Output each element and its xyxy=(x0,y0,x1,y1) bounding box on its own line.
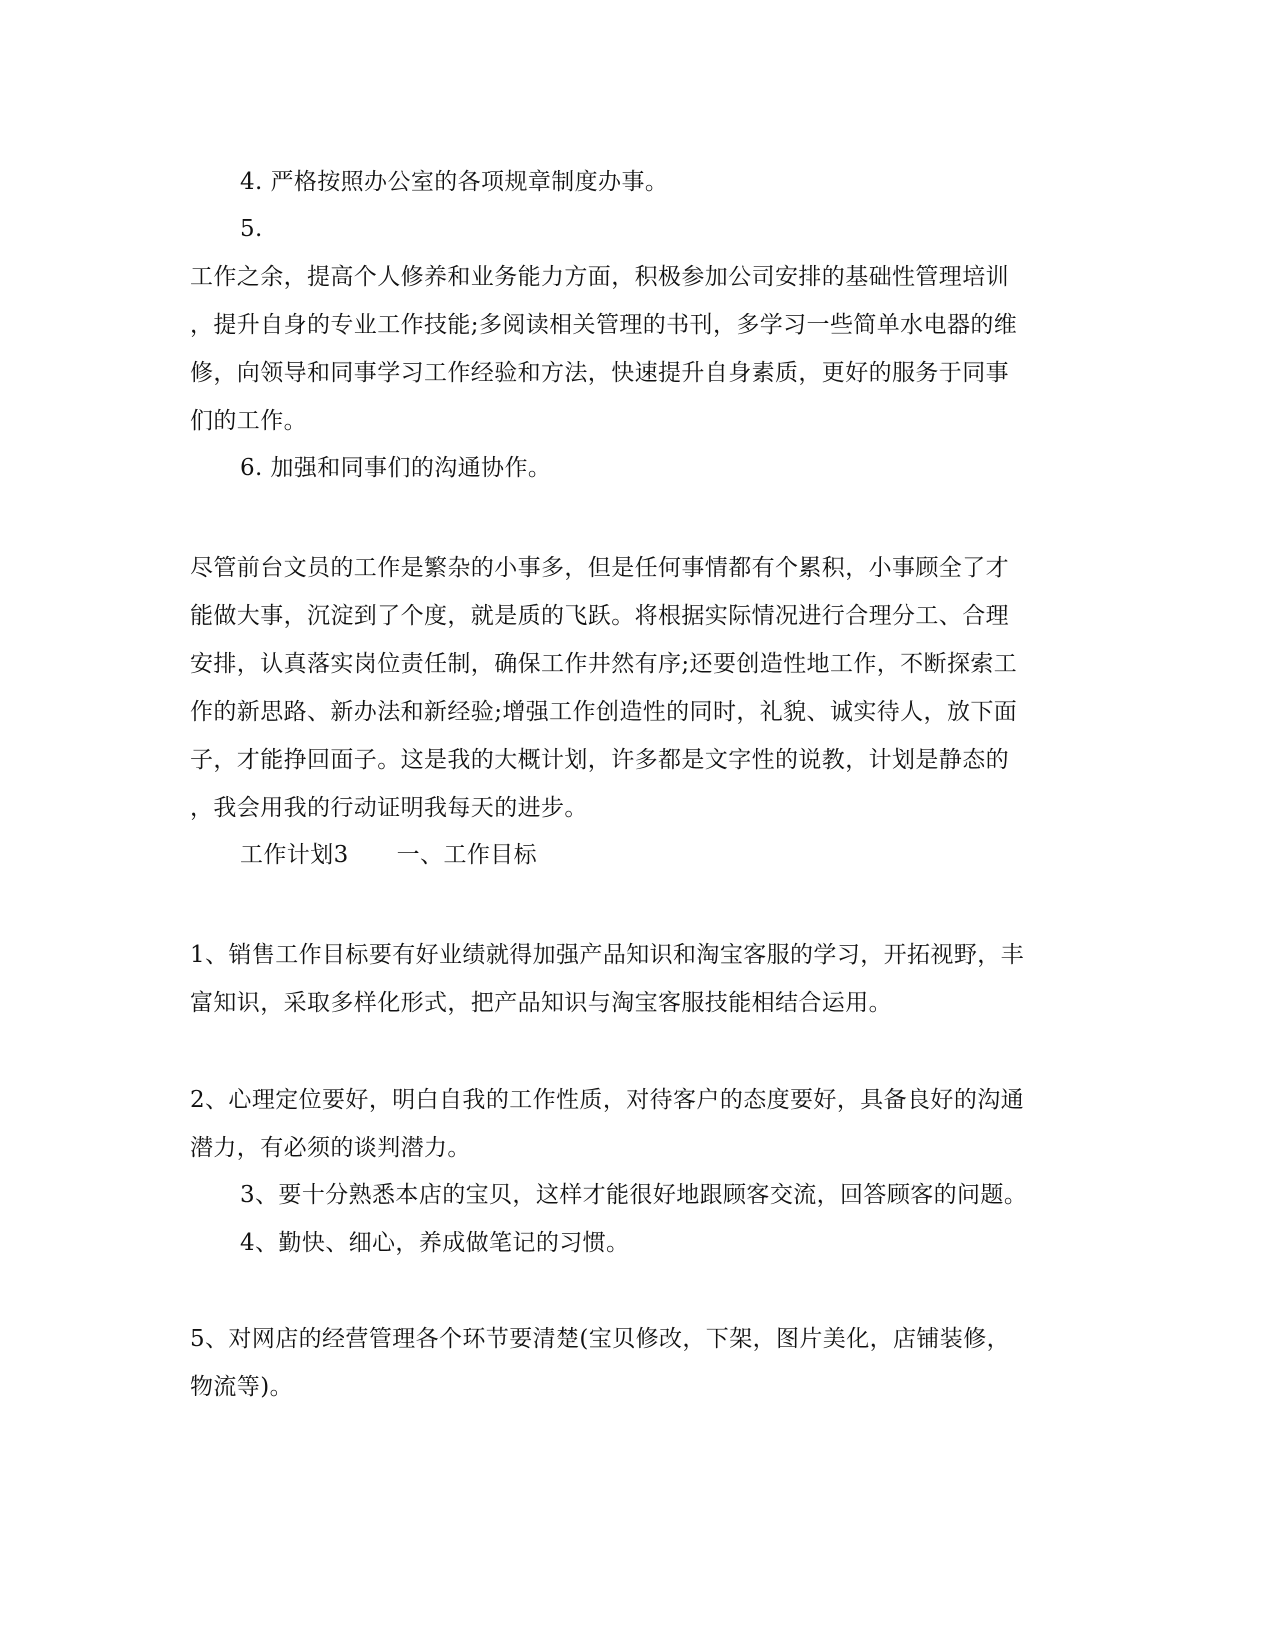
text-line: 们的工作。 xyxy=(190,408,307,434)
text-line: 5. xyxy=(240,216,263,242)
text-line: 6. 加强和同事们的沟通协作。 xyxy=(240,455,552,481)
plan-title: 工作计划3 xyxy=(240,842,349,868)
text-line: 4、勤快、细心，养成做笔记的习惯。 xyxy=(240,1230,630,1256)
text-line: 子，才能挣回面子。这是我的大概计划，许多都是文字性的说教，计划是静态的 xyxy=(190,747,1009,773)
text-line: 1、销售工作目标要有好业绩就得加强产品知识和淘宝客服的学习，开拓视野，丰 xyxy=(190,942,1025,968)
text-line: 物流等)。 xyxy=(190,1374,293,1400)
text-line: 3、要十分熟悉本店的宝贝，这样才能很好地跟顾客交流，回答顾客的问题。 xyxy=(240,1182,1028,1208)
text-line: 尽管前台文员的工作是繁杂的小事多，但是任何事情都有个累积，小事顾全了才 xyxy=(190,555,1009,581)
section-heading-line xyxy=(240,840,537,870)
text-line: ，提升自身的专业工作技能;多阅读相关管理的书刊，多学习一些简单水电器的维 xyxy=(190,312,1018,338)
text-line: 工作之余，提高个人修养和业务能力方面，积极参加公司安排的基础性管理培训 xyxy=(190,264,1009,290)
section-heading: 一、工作目标 xyxy=(396,842,538,868)
text-line: 5、对网店的经营管理各个环节要清楚(宝贝修改，下架，图片美化，店铺装修， xyxy=(190,1326,1011,1352)
text-line: 2、心理定位要好，明白自我的工作性质，对待客户的态度要好，具备良好的沟通 xyxy=(190,1087,1025,1113)
text-line: ，我会用我的行动证明我每天的进步。 xyxy=(190,795,588,821)
text-line: 作的新思路、新办法和新经验;增强工作创造性的同时，礼貌、诚实待人，放下面 xyxy=(190,699,1018,725)
text-line: 能做大事，沉淀到了个度，就是质的飞跃。将根据实际情况进行合理分工、合理 xyxy=(190,603,1009,629)
text-line: 潜力，有必须的谈判潜力。 xyxy=(190,1135,471,1161)
text-line: 4. 严格按照办公室的各项规章制度办事。 xyxy=(240,169,669,195)
text-line: 富知识，采取多样化形式，把产品知识与淘宝客服技能相结合运用。 xyxy=(190,990,892,1016)
text-line: 修，向领导和同事学习工作经验和方法，快速提升自身素质，更好的服务于同事 xyxy=(190,360,1009,386)
text-line: 安排，认真落实岗位责任制，确保工作井然有序;还要创造性地工作，不断探索工 xyxy=(190,651,1018,677)
